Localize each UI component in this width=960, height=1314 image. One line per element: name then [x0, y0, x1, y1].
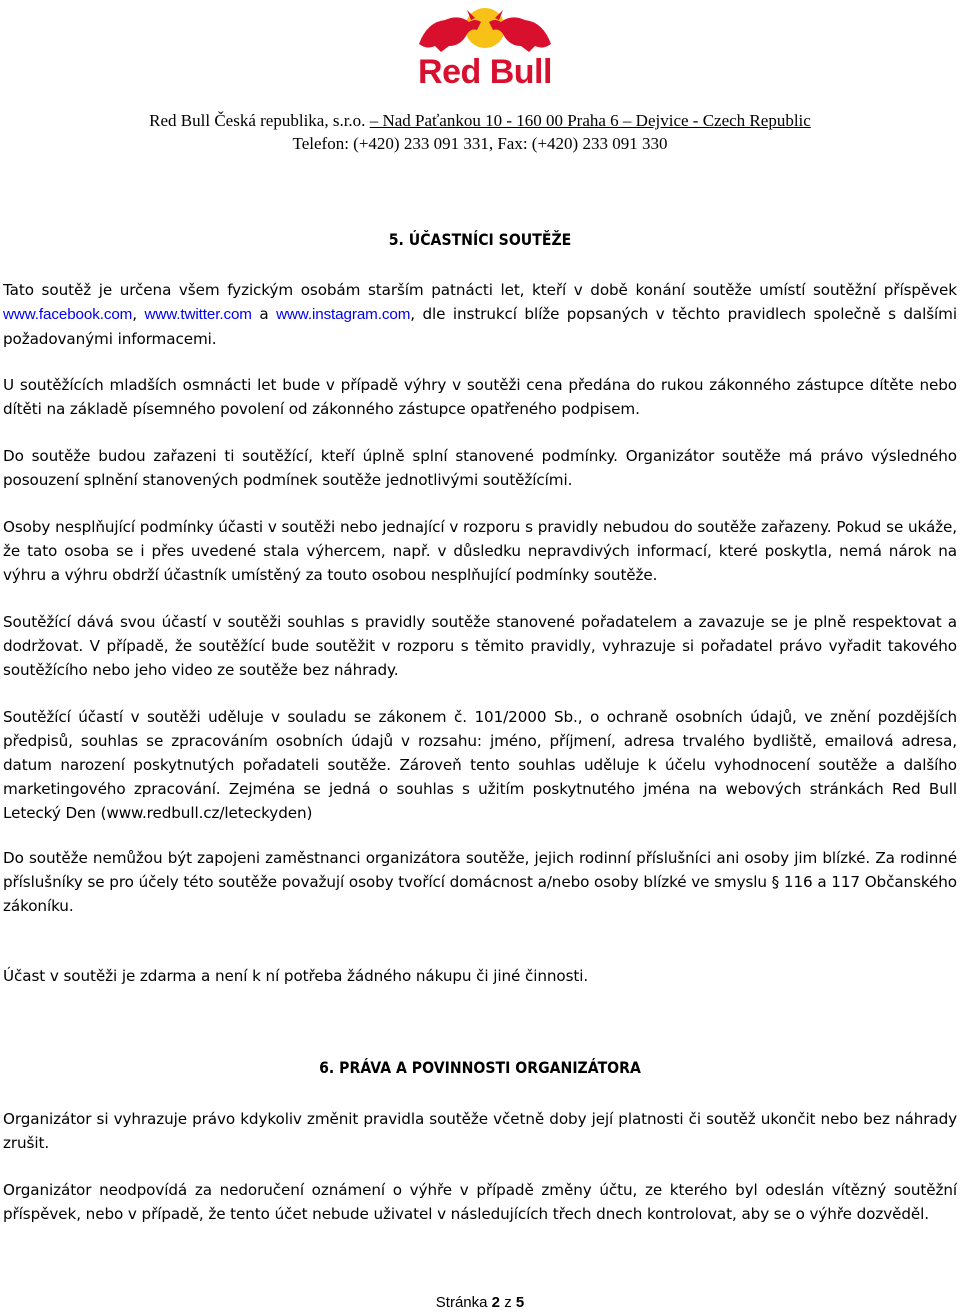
section5-title: 5. ÚČASTNÍCI SOUTĚŽE [388, 230, 572, 249]
section6-paragraph-1: Organizátor si vyhrazuje právo kdykoliv změnit pravidla soutěže včetně doby její platnosti či soutěž ukončit nebo bez náhrady zrušit. [3, 1110, 957, 1152]
footer-total-pages: 5 [515, 1294, 525, 1311]
twitter-link[interactable]: www.twitter.com [144, 306, 252, 323]
page-footer [0, 1294, 960, 1311]
company-address [0, 110, 960, 132]
section5-paragraph-2: U soutěžících mladších osmnácti let bude v případě výhry v soutěži cena předána do rukou zákonného zástupce dítěte nebo dítěti na základě písemného povolení od zákonného zástupce opatřeného podpisem. [3, 376, 957, 418]
red-bull-logo [405, 0, 565, 96]
p1-sep1: , [132, 305, 145, 323]
p1-text-a: Tato soutěž je určena všem fyzickým osobám starším patnácti let, kteří v době konání soutěže umístí soutěžní příspěvek [3, 281, 957, 299]
section6-paragraph-2: Organizátor neodpovídá za nedoručení oznámení o výhře v případě změny účtu, ze kterého byl odeslán vítězný soutěžní příspěvek, nebo v případě, že tento účet nebude uživatel v následujících třech dnech kontrolovat, aby se o výhře dozvěděl. [3, 1181, 957, 1223]
section5-paragraph-1 [3, 278, 957, 351]
red-bull-bulls-icon [405, 0, 565, 56]
logo-wordmark: Red Bull [418, 53, 552, 91]
section5-paragraph-7: Do soutěže nemůžou být zapojeni zaměstnanci organizátora soutěže, jejich rodinní příslušníci ani osoby jim blízké. Za rodinné příslušníky se pro účely této soutěže považují osoby tvořící domácnost a/nebo osoby blízké ve smyslu § 116 a 117 Občanského zákoníku. [3, 849, 957, 915]
section5-paragraph-4: Osoby nesplňující podmínky účasti v soutěži nebo jednající v rozporu s pravidly nebudou do soutěže zařazeny. Pokud se ukáže, že tato osoba se i přes uvedené stala výhercem, např. v důsledku nepravdivých informací, které poskytla, nemá nárok na výhru a výhru obdrží účastník umístěný za touto osobou nesplňující podmínky soutěže. [3, 518, 957, 584]
facebook-link[interactable]: www.facebook.com [3, 306, 133, 323]
footer-label: Stránka [435, 1294, 488, 1311]
section5-paragraph-5: Soutěžící dává svou účastí v soutěži souhlas s pravidly soutěže stanovené pořadatelem a zavazuje se je plně respektovat a dodržovat. V případě, že soutěžící bude soutěžit v rozporu s těmito pravidly, vyhrazuje si pořadatel právo vyřadit takového soutěžícího nebo jeho video ze soutěže bez náhrady. [3, 613, 957, 679]
company-name: Red Bull Česká republika, s.r.o. [149, 111, 366, 130]
p1-sep2: a [251, 305, 277, 323]
p1-text-b: , dle instrukcí blíže popsaných v těchto pravidlech společně s dalšími požadovanými informacemi. [3, 305, 957, 348]
section5-paragraph-8: Účast v soutěži je zdarma a není k ní potřeba žádného nákupu či jiné činnosti. [3, 967, 589, 985]
company-phone: Telefon: (+420) 233 091 331, Fax: (+420) 233 091 330 [292, 134, 668, 153]
footer-current-page: 2 [491, 1294, 501, 1311]
instagram-link[interactable]: www.instagram.com [276, 306, 411, 323]
section5-paragraph-3: Do soutěže budou zařazeni ti soutěžící, kteří úplně splní stanovené podmínky. Organizátor soutěže má právo výsledného posouzení splnění stanovených podmínek soutěže jednotlivými soutěžícími. [3, 447, 957, 489]
section5-paragraph-6: Soutěžící účastí v soutěži uděluje v souladu se zákonem č. 101/2000 Sb., o ochraně osobních údajů, ve znění pozdějších předpisů, souhlas se zpracováním osobních údajů v rozsahu: jméno, příjmení, adresa trvalého bydliště, emailová adresa, datum narození poskytnutých pořadateli soutěže. Zároveň tento souhlas uděluje k účelu vyhodnocení soutěže a dalšího marketingového zpracování. Zejména se jedná o souhlas s užitím poskytnutého jména na webových stránkách Red Bull Letecký Den (www.redbull.cz/leteckyden) [3, 708, 957, 822]
footer-of: z [504, 1294, 512, 1311]
section6-title: 6. PRÁVA A POVINNOSTI ORGANIZÁTORA [319, 1058, 641, 1077]
company-address-link: – Nad Paťankou 10 - 160 00 Praha 6 – Dejvice - Czech Republic [369, 111, 811, 130]
